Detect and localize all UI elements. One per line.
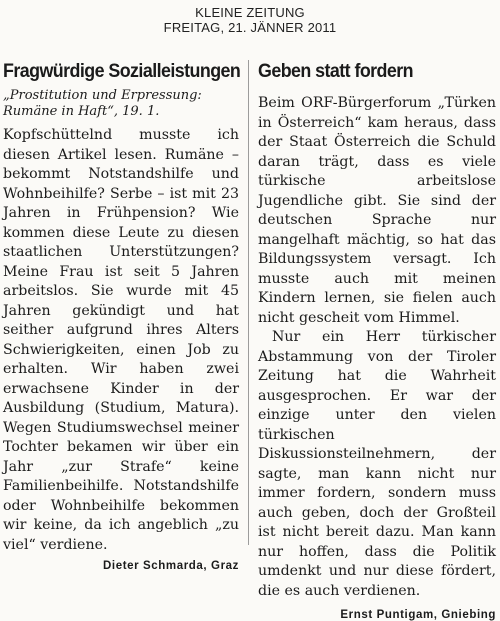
letter-paragraph-1: Beim ORF-Bürgerforum „Türken in Österreich“ kam heraus, dass der Staat Österreich die Schuld daran trägt, dass es viele türkische arbeitslose Jugendliche gibt. Sie sind der deutschen Sprache nur mangelhaft mächtig, so hat das Bildungssystem versagt. Ich musste auch mit meinen Kindern lernen, sie fielen auch nicht gescheit vom Himmel.: [258, 95, 496, 326]
letter-left: [3, 60, 239, 577]
letter-headline: Fragwürdige Sozialleistungen: [3, 61, 241, 82]
letter-right: [258, 60, 496, 621]
letter-body-text: Kopfschüttelnd musste ich diesen Artikel lesen. Rumäne – bekommt Notstandshilfe und Wohnbeihilfe? Serbe – ist mit 23 Jahren in Frühpension? Wie kommen diese Leute zu diesen staatlichen Unterstützungen? Meine Frau ist seit 5 Jahren arbeitslos. Sie wurde mit 45 Jahren gekündigt und hat seither aufgrund ihres Alters Schwierigkeiten, einen Job zu erhalten. Wir haben zwei erwachsene Kinder in der Ausbildung (Studium, Matura). Wegen Studiumswechsel meiner Tochter bekamen wir über ein Jahr „zur Strafe“ keine Familienbeihilfe. Notstandshilfe oder Wohnbeihilfe bekommen wir keine, da ich angeblich „zu viel“ verdiene.: [3, 127, 239, 553]
letter-body: [3, 126, 239, 572]
letter-author: Dieter Schmarda, Graz: [103, 560, 239, 572]
column-divider: [248, 60, 249, 545]
letter-author: Ernst Puntigam, Gniebing: [340, 609, 496, 621]
referenced-article-quote: „Prostitution und Erpressung: Rumäne in Haft“, 19. 1.: [3, 88, 202, 119]
masthead: [0, 5, 500, 35]
newspaper-name: KLEINE ZEITUNG: [195, 5, 305, 20]
letter-paragraph-2: Nur ein Herr türkischer Abstammung von der Tiroler Zeitung hat die Wahrheit ausgesprochen. Er war der einzige unter den vielen türkischen Diskussionsteilnehmern, der sagte, man kann nicht nur immer fordern, sondern muss auch geben, doch der Großteil ist nicht bereit dazu. Man kann nur hoffen, dass die Politik umdenkt und nur diese fördert, die es auch verdienen.: [258, 329, 496, 599]
letter-headline: Geben statt fordern: [258, 61, 414, 82]
issue-date: FREITAG, 21. JÄNNER 2011: [163, 20, 337, 35]
